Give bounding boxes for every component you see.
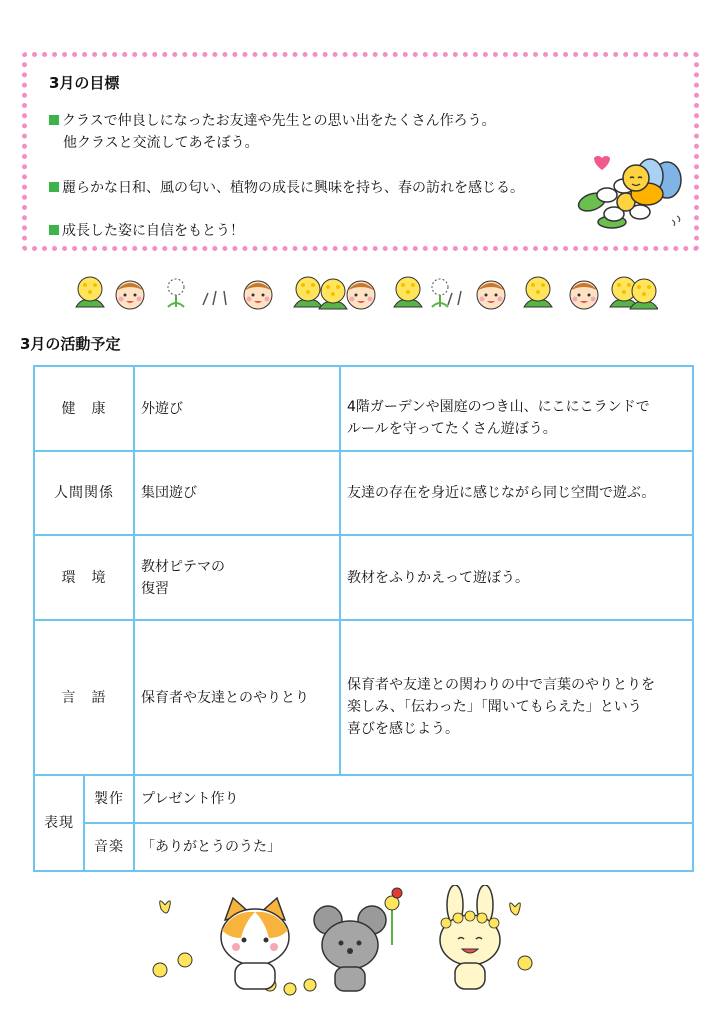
activity-cell: 外遊び <box>134 366 340 451</box>
sub-area-label: 音楽 <box>84 823 134 871</box>
description-cell: 4階ガーデンや園庭のつき山、にこにこランドで ルールを守ってたくさん遊ぼう。 <box>340 366 693 451</box>
goal-item: 成長した姿に自信をもとう！ <box>49 220 244 242</box>
activity-cell: 「ありがとうのうた」 <box>134 823 693 871</box>
table-row <box>34 451 693 535</box>
activity-cell: 集団遊び <box>134 451 340 535</box>
table-row <box>34 366 693 451</box>
area-label: 環 境 <box>34 535 134 620</box>
monthly-goals-box <box>22 52 699 251</box>
activity-cell: プレゼント作り <box>134 775 693 823</box>
activity-cell: 教材ピテマの 復習 <box>134 535 340 620</box>
goal-item: クラスで仲良しになったお友達や先生との思い出をたくさん作ろう。 他クラスと交流してあそぼう。 <box>49 110 496 154</box>
goal-item: 麗らかな日和、風の匂い、植物の成長に興味を持ち、春の訪れを感じる。 <box>49 177 524 199</box>
table-row <box>34 823 693 871</box>
sub-area-label: 製作 <box>84 775 134 823</box>
table-row <box>34 775 693 823</box>
table-row <box>34 620 693 775</box>
green-square-bullet-icon <box>49 115 59 125</box>
description-cell: 保育者や友達との関わりの中で言葉のやりとりを 楽しみ、「伝わった」「聞いてもらえた」という 喜びを感じよう。 <box>340 620 693 775</box>
area-label: 健 康 <box>34 366 134 451</box>
activity-schedule-table <box>33 365 694 872</box>
green-square-bullet-icon <box>49 182 59 192</box>
activity-cell: 保育者や友達とのやりとり <box>134 620 340 775</box>
area-label: 言 語 <box>34 620 134 775</box>
goals-title: 3月の目標 <box>49 74 120 92</box>
description-cell: 友達の存在を身近に感じながら同じ空間で遊ぶ。 <box>340 451 693 535</box>
green-square-bullet-icon <box>49 225 59 235</box>
flowers-and-faces-decoration-icon <box>68 275 658 315</box>
area-label: 人間関係 <box>34 451 134 535</box>
animal-friends-illustration-icon <box>150 885 550 1005</box>
bee-on-flower-illustration-icon <box>572 150 687 230</box>
area-label: 表現 <box>34 775 84 871</box>
description-cell: 教材をふりかえって遊ぼう。 <box>340 535 693 620</box>
schedule-title: 3月の活動予定 <box>20 335 121 353</box>
table-row <box>34 535 693 620</box>
